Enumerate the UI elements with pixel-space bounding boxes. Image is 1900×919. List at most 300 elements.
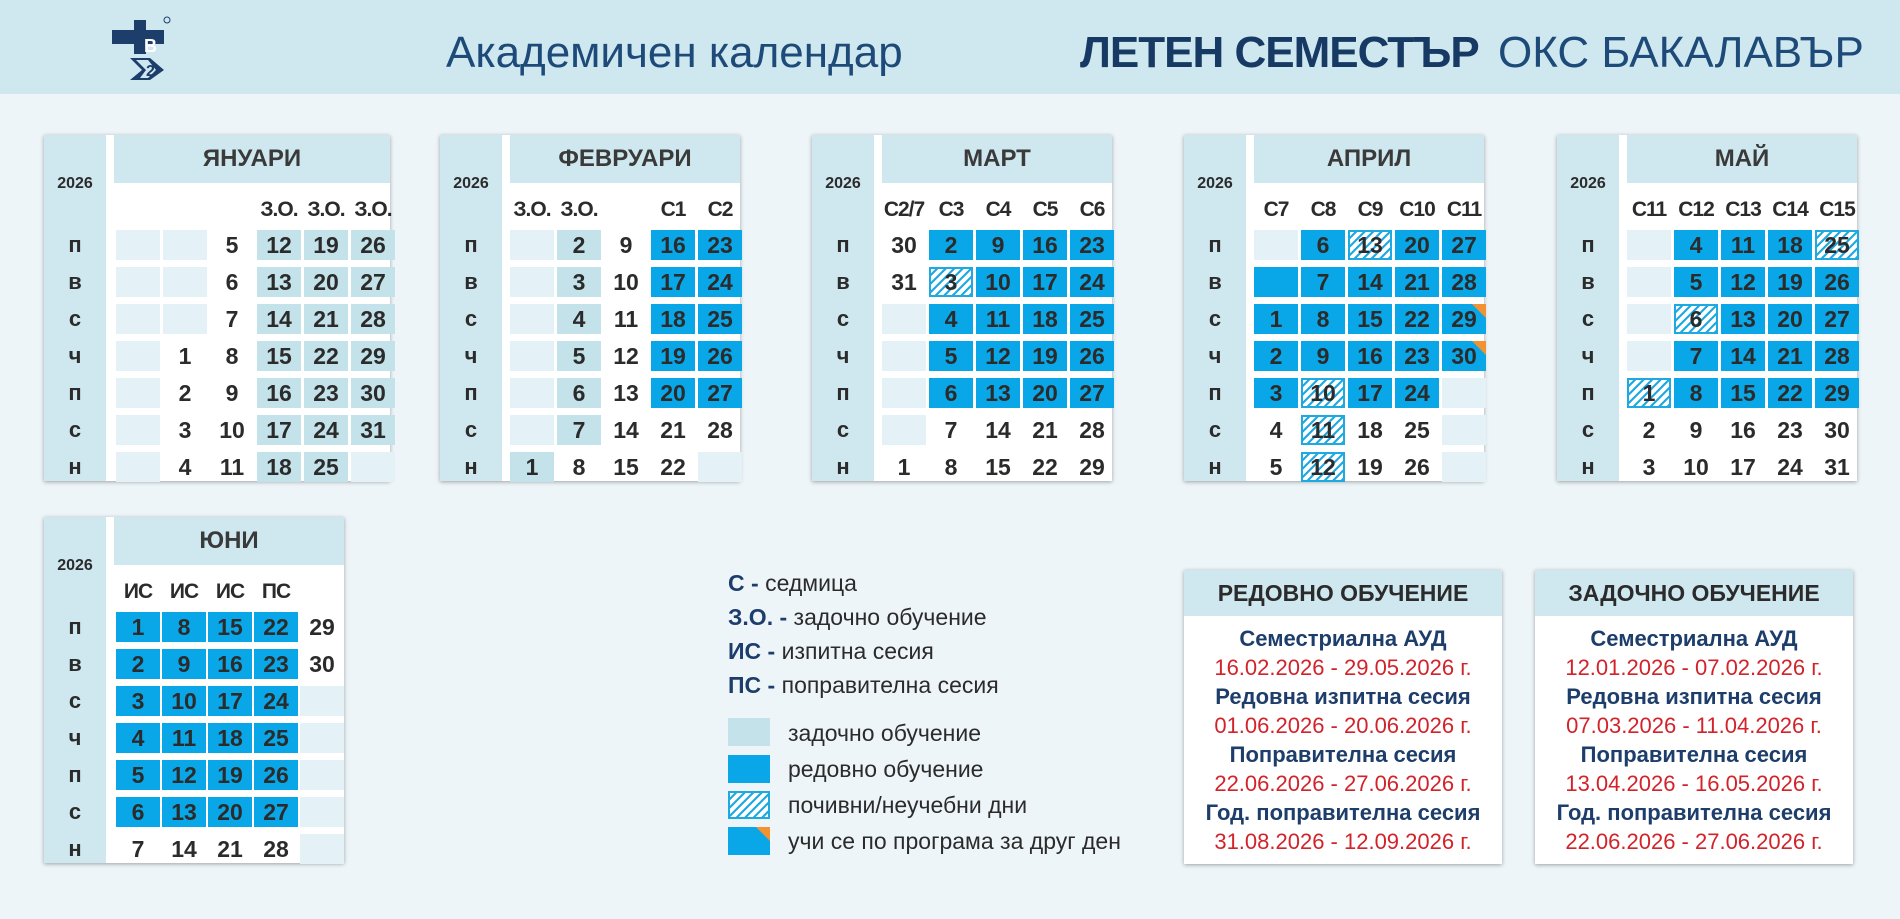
day-cell: 31 [351,415,395,445]
day-cell: 18 [257,452,301,482]
day-cell: 11 [613,306,639,332]
empty-cell [116,230,160,260]
empty-cell [116,341,160,371]
day-cell: 30 [309,651,335,677]
weekday-label: п [68,232,82,257]
weekday-label: с [68,417,82,442]
column-divider [106,135,114,481]
weekday-label: с [1581,306,1595,331]
day-cell: 2 [557,230,601,260]
day-cell: 1 [1254,304,1298,334]
column-divider [1246,135,1254,481]
day-cell: 23 [254,649,298,679]
weekday-label: с [1581,417,1595,442]
regular-exam-label: Редовна изпитна сесия [1215,684,1471,709]
month-3 [812,135,1112,481]
legend-abbr-retake-session: ПС - поправителна сесия [728,672,999,698]
regular-retake-label: Поправителна сесия [1229,742,1457,767]
day-cell: 15 [985,454,1011,480]
empty-cell [1442,452,1486,482]
legend-abbr-part-time: З.О. - задочно обучение [728,604,987,630]
day-cell: 23 [698,230,742,260]
part-time-period-dates: 12.01.2026 - 07.02.2026 г. [1565,655,1823,680]
weekday-label: с [464,306,478,331]
empty-cell [116,267,160,297]
day-cell: 24 [304,415,348,445]
empty-cell [1627,341,1671,371]
month-5 [1557,135,1857,481]
column-divider [874,135,882,481]
day-cell: 23 [1777,417,1803,443]
day-cell: 8 [162,612,206,642]
day-cell: 7 [944,417,958,443]
day-cell: 8 [572,454,586,480]
week-label: С3 [938,198,964,221]
empty-cell [1627,304,1671,334]
week-label: С15 [1819,198,1855,221]
day-cell: 28 [1815,341,1859,371]
empty-cell [882,341,926,371]
empty-cell [1254,230,1298,260]
empty-cell [882,304,926,334]
day-cell: 21 [217,836,243,862]
week-label [161,195,209,225]
week-label: З.О. [560,198,598,221]
university-logo-icon [106,14,172,82]
week-label: С12 [1678,198,1714,221]
month-1 [44,135,390,481]
day-cell: 6 [929,378,973,408]
day-cell: 21 [1032,417,1058,443]
day-cell: 5 [225,232,239,258]
weekday-label: в [464,269,478,294]
month-name: ФЕВРУАРИ [510,135,740,183]
empty-cell [882,415,926,445]
day-cell: 8 [1301,304,1345,334]
day-cell: 24 [1777,454,1803,480]
empty-cell [300,723,344,753]
regular-annual-retake-label: Год. поправителна сесия [1205,800,1481,825]
day-cell: 12 [1301,452,1345,482]
legend-abbr-exam-session: ИС - изпитна сесия [728,638,934,664]
day-cell: 15 [257,341,301,371]
empty-cell [300,760,344,790]
day-cell: 17 [257,415,301,445]
empty-cell [351,452,395,482]
calendar-title: Академичен календар [446,28,903,77]
day-cell: 4 [1674,230,1718,260]
legend-abbr-week: С - седмица [728,570,857,596]
day-cell: 30 [891,232,917,258]
week-label: С2/7 [883,198,925,221]
day-cell: 28 [263,836,289,862]
day-cell: 11 [219,454,245,480]
empty-cell [1442,415,1486,445]
week-label: С14 [1772,198,1808,221]
week-label: С8 [1310,198,1336,221]
day-cell: 18 [1023,304,1067,334]
day-cell: 15 [1721,378,1765,408]
week-label: З.О. [260,198,298,221]
day-cell: 22 [660,454,686,480]
day-cell: 29 [1079,454,1105,480]
day-cell: 14 [257,304,301,334]
day-cell: 16 [208,649,252,679]
day-cell: 7 [131,836,145,862]
day-cell: 7 [557,415,601,445]
day-cell: 10 [219,417,245,443]
day-cell: 11 [1301,415,1345,445]
day-cell: 9 [976,230,1020,260]
day-cell: 17 [651,267,695,297]
month-name: МАЙ [1627,135,1857,183]
day-cell: 5 [1269,454,1283,480]
part-time-exam-label: Редовна изпитна сесия [1566,684,1822,709]
day-cell: 24 [1395,378,1439,408]
weekday-label: с [836,417,850,442]
day-cell: 26 [698,341,742,371]
day-cell: 11 [1721,230,1765,260]
weekday-label: п [1581,380,1595,405]
regular-period-label: Семестриална АУД [1239,626,1447,651]
empty-cell [116,452,160,482]
day-cell: 24 [698,267,742,297]
svg-text:2: 2 [146,63,155,80]
day-cell: 20 [1023,378,1067,408]
week-label [114,195,162,225]
day-cell: 12 [1721,267,1765,297]
day-cell: 27 [698,378,742,408]
weekday-label: с [464,417,478,442]
weekday-label: в [68,651,82,676]
day-cell: 2 [1254,341,1298,371]
day-cell: 30 [1824,417,1850,443]
day-cell: 3 [116,686,160,716]
day-cell: 12 [613,343,639,369]
week-label: С9 [1357,198,1383,221]
day-cell: 13 [162,797,206,827]
day-cell: 15 [613,454,639,480]
day-cell: 26 [1070,341,1114,371]
day-cell: 26 [351,230,395,260]
day-cell: 25 [1070,304,1114,334]
weekday-label: с [68,799,82,824]
day-cell: 10 [976,267,1020,297]
day-cell: 22 [1768,378,1812,408]
weekday-label: ч [68,343,82,368]
weekday-label: в [1581,269,1595,294]
weekday-label: н [68,836,82,861]
semester-title: ЛЕТЕН СЕМЕСТЪР [1080,28,1479,77]
weekday-label: ч [1581,343,1595,368]
day-cell: 6 [1674,304,1718,334]
day-cell: 27 [1815,304,1859,334]
day-cell: 24 [254,686,298,716]
month-4 [1184,135,1484,481]
month-2 [440,135,740,481]
column-divider [1619,135,1627,481]
week-label: С4 [985,198,1011,221]
day-cell: 27 [254,797,298,827]
regular-annual-retake-dates: 31.08.2026 - 12.09.2026 г. [1214,829,1472,854]
day-cell: 23 [1395,341,1439,371]
day-cell: 16 [1730,417,1756,443]
day-cell: 12 [162,760,206,790]
day-cell: 7 [1301,267,1345,297]
day-cell: 5 [557,341,601,371]
weekday-label: п [836,232,850,257]
day-cell: 25 [698,304,742,334]
day-cell: 13 [613,380,639,406]
day-cell: 18 [208,723,252,753]
weekday-label: н [1581,454,1595,479]
day-cell: 4 [929,304,973,334]
day-cell: 16 [1348,341,1392,371]
day-cell: 17 [1730,454,1756,480]
column-divider [502,135,510,481]
day-cell: 1 [897,454,911,480]
day-cell: 29 [351,341,395,371]
day-cell: 23 [304,378,348,408]
day-cell: 20 [1395,230,1439,260]
day-cell: 5 [116,760,160,790]
weekday-label: ч [464,343,478,368]
empty-cell [510,378,554,408]
weekday-label: п [68,762,82,787]
week-label: С11 [1446,198,1482,221]
legend-swatch-part-time [728,718,770,746]
day-cell: 1 [510,452,554,482]
day-cell: 28 [1442,267,1486,297]
empty-cell [1627,267,1671,297]
day-cell: 21 [304,304,348,334]
day-cell: 3 [929,267,973,297]
day-cell: 11 [162,723,206,753]
weekday-label: п [464,380,478,405]
weekday-label: ч [68,725,82,750]
day-cell: 10 [162,686,206,716]
degree-title: ОКС БАКАЛАВЪР [1498,28,1864,77]
day-cell: 17 [208,686,252,716]
day-cell: 9 [162,649,206,679]
part-time-retake-dates: 13.04.2026 - 16.05.2026 г. [1565,771,1823,796]
weekday-label: ч [836,343,850,368]
part-time-annual-retake-dates: 22.06.2026 - 27.06.2026 г. [1565,829,1823,854]
day-cell: 5 [1674,267,1718,297]
day-cell: 31 [891,269,917,295]
weekday-label: н [464,454,478,479]
week-label: С10 [1399,198,1435,221]
day-cell: 13 [1348,230,1392,260]
weekday-label: с [1208,417,1222,442]
day-cell: 4 [1269,417,1283,443]
day-cell: 16 [257,378,301,408]
day-cell: 8 [1674,378,1718,408]
empty-cell [163,230,207,260]
day-cell: 25 [304,452,348,482]
day-cell: 19 [304,230,348,260]
month-name: МАРТ [882,135,1112,183]
day-cell: 6 [116,797,160,827]
weekday-label: п [1208,232,1222,257]
day-cell: 31 [1824,454,1850,480]
day-cell: 10 [613,269,639,295]
day-cell: 25 [254,723,298,753]
empty-cell [510,304,554,334]
weekday-label: с [1208,306,1222,331]
empty-cell [510,415,554,445]
day-cell: 19 [651,341,695,371]
empty-cell [116,415,160,445]
week-label: С2 [707,198,733,221]
empty-cell [510,341,554,371]
day-cell: 14 [1721,341,1765,371]
day-cell: 6 [1301,230,1345,260]
month-year: 2026 [1197,175,1233,192]
empty-cell [116,304,160,334]
day-cell: 3 [557,267,601,297]
empty-cell [510,267,554,297]
weekday-label: п [68,614,82,639]
day-cell: 18 [651,304,695,334]
page-header [0,0,1900,94]
day-cell: 17 [1023,267,1067,297]
weekday-label: в [1208,269,1222,294]
day-cell: 2 [929,230,973,260]
day-cell: 1 [1627,378,1671,408]
day-cell: 15 [208,612,252,642]
day-cell: 2 [1642,417,1656,443]
day-cell: 8 [944,454,958,480]
part-time-period-label: Семестриална АУД [1590,626,1798,651]
day-cell: 6 [225,269,239,295]
day-cell: 18 [1357,417,1383,443]
empty-cell [300,834,344,864]
week-label [208,195,256,225]
day-cell: 21 [1768,341,1812,371]
svg-text:B: B [144,36,157,56]
weekday-label: в [836,269,850,294]
day-cell: 19 [1357,454,1383,480]
day-cell: 12 [976,341,1020,371]
week-label: С5 [1032,198,1058,221]
legend-label-holiday: почивни/неучебни дни [788,792,1028,818]
empty-cell [300,797,344,827]
month-year: 2026 [57,557,93,574]
day-cell: 14 [613,417,639,443]
weekday-label: п [464,232,478,257]
day-cell: 26 [1815,267,1859,297]
month-name: ЯНУАРИ [114,135,390,183]
legend-label-part-time: задочно обучение [788,720,981,746]
day-cell: 14 [1348,267,1392,297]
week-label: ПС [261,580,291,603]
empty-cell [116,378,160,408]
month-year: 2026 [825,175,861,192]
day-cell: 29 [1442,304,1486,334]
day-cell: 21 [1395,267,1439,297]
column-divider [106,517,114,863]
regular-exam-dates: 01.06.2026 - 20.06.2026 г. [1214,713,1472,738]
day-cell: 3 [178,417,192,443]
day-cell: 21 [660,417,686,443]
week-label: ИС [169,580,199,603]
day-cell: 29 [309,614,335,640]
weekday-label: ч [1208,343,1222,368]
week-label: З.О. [307,198,345,221]
day-cell: 20 [208,797,252,827]
day-cell: 28 [351,304,395,334]
weekday-label: в [68,269,82,294]
day-cell: 4 [557,304,601,334]
day-cell: 10 [1301,378,1345,408]
day-cell: 4 [178,454,192,480]
day-cell: 27 [351,267,395,297]
day-cell: 15 [1348,304,1392,334]
day-cell: 22 [254,612,298,642]
empty-cell [510,230,554,260]
day-cell: 24 [1070,267,1114,297]
week-label: С11 [1631,198,1667,221]
legend-label-other-day: учи се по програма за друг ден [788,828,1121,854]
weekday-label: н [68,454,82,479]
weekday-label: п [836,380,850,405]
week-label: С6 [1079,198,1105,221]
week-label: С1 [660,198,686,221]
day-cell: 17 [1348,378,1392,408]
day-cell: 12 [257,230,301,260]
weekday-label: п [68,380,82,405]
part-time-annual-retake-label: Год. поправителна сесия [1556,800,1832,825]
regular-period-dates: 16.02.2026 - 29.05.2026 г. [1214,655,1472,680]
day-cell: 20 [651,378,695,408]
day-cell: 9 [225,380,239,406]
month-name: ЮНИ [114,517,344,565]
day-cell: 28 [707,417,733,443]
day-cell: 2 [178,380,192,406]
empty-cell [163,304,207,334]
week-label [298,577,346,607]
weekday-label: н [1208,454,1222,479]
day-cell: 25 [1404,417,1430,443]
day-cell: 27 [1070,378,1114,408]
day-cell: 19 [208,760,252,790]
empty-cell [1442,378,1486,408]
day-cell: 18 [1768,230,1812,260]
part-time-study-title: ЗАДОЧНО ОБУЧЕНИЕ [1535,570,1853,616]
day-cell: 20 [1768,304,1812,334]
weekday-label: п [1208,380,1222,405]
day-cell: 25 [1815,230,1859,260]
day-cell: 14 [985,417,1011,443]
legend-swatch-other-day [728,827,770,855]
day-cell: 3 [1254,378,1298,408]
day-cell: 30 [1442,341,1486,371]
weekday-label: п [1581,232,1595,257]
day-cell: 19 [1023,341,1067,371]
day-cell: 6 [557,378,601,408]
day-cell: 23 [1070,230,1114,260]
regular-study-box [1184,570,1502,864]
week-label: ИС [215,580,245,603]
day-cell: 22 [304,341,348,371]
day-cell: 13 [1721,304,1765,334]
day-cell: 7 [1674,341,1718,371]
legend-label-regular: редовно обучение [788,756,984,782]
month-name: АПРИЛ [1254,135,1484,183]
week-label: ИС [123,580,153,603]
day-cell: 9 [619,232,633,258]
